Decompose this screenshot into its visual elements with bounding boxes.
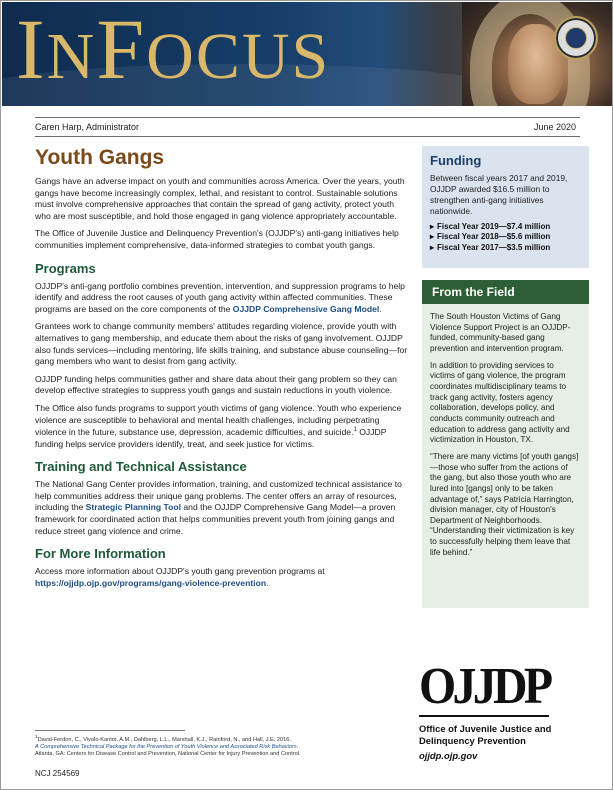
ojjdp-signature: [419, 658, 594, 761]
field-paragraph-3: “There are many victims [of youth gangs]—those who suffer from the actions of the gang, but also those youth who are lured into [gangs] only to be taken advantage of,” says Patricia Harrington, division manager, city of Houston's Department of Neighborhoods. “Understanding their victimization is key to successfully helping them leave that life behind.”: [430, 451, 579, 557]
office-name-line-1: Office of Juvenile Justice and: [419, 723, 552, 734]
field-body: [422, 304, 589, 558]
footnote-line-2: A Comprehensive Technical Package for the Prevention of Youth Violence and Associated Risk Behaviors.: [35, 744, 299, 751]
footnote-line-1: $^1$David-Ferdon, C., Vivolo-Kantor, A.M., Dahlberg, L.L., Marshall, K.J., Rainford, N., and Hall, J.E. 2016.: [35, 734, 291, 743]
funding-item-2017: ▸ Fiscal Year 2017—$3.5 million: [430, 243, 581, 254]
infocus-banner: [2, 2, 612, 106]
funding-text: Between fiscal years 2017 and 2019, OJJDP awarded $16.5 million to strengthen anti-gang initiatives nationwide.: [430, 173, 568, 216]
strategic-planning-tool-link[interactable]: Strategic Planning Tool: [85, 502, 181, 513]
field-paragraph-2: In addition to providing services to victims of gang violence, the program coordinates multidisciplinary teams to track gang activity, fosters agency collaboration, develops policy, and conducts community outreach and education to address gang activity and victimization in Houston, TX.: [430, 360, 570, 445]
gang-violence-prevention-link[interactable]: https://ojjdp.ojp.gov/programs/gang-violence-prevention: [35, 577, 267, 588]
main-column: [35, 146, 410, 595]
ojjdp-website-link[interactable]: ojjdp.ojp.gov: [419, 749, 478, 761]
ncj-number: NCJ 254569: [35, 769, 80, 778]
intro-paragraph-2: The Office of Juvenile Justice and Delinquency Prevention's (OJJDP's) anti-gang initiatives help communities implement comprehensive, data-informed strategies to combat youth gangs.: [35, 228, 399, 250]
more-info-heading: For More Information: [35, 546, 166, 562]
publication-date: June 2020: [533, 122, 576, 132]
comprehensive-gang-model-link[interactable]: OJJDP Comprehensive Gang Model: [232, 303, 380, 314]
header-rule-top: [35, 117, 580, 118]
logo-rule: [419, 715, 549, 717]
funding-box: [422, 146, 589, 268]
field-paragraph-1: The South Houston Victims of Gang Violence Support Project is an OJJDP-funded, community-based gang prevention and intervention program.: [430, 312, 571, 353]
training-heading: Training and Technical Assistance: [35, 459, 247, 475]
programs-paragraph-2: Grantees work to change community members' attitudes regarding violence, provide youth with alternatives to gang membership, and educate them about the risks of gang involvement. OJJDP also funds services—including mentoring, life skills training, and substance abuse counseling—for gang members who want to desist from gang activity.: [35, 321, 408, 367]
doj-seal-icon: [554, 16, 598, 60]
author-line: Caren Harp, Administrator: [35, 122, 140, 132]
funding-heading: Funding: [430, 153, 482, 168]
programs-heading: Programs: [35, 260, 96, 276]
field-heading: From the Field: [422, 280, 589, 304]
programs-paragraph-4: The Office also funds programs to support youth victims of gang violence. Youth who experience violence are susceptible to behavioral and mental health challenges, including perpetrating violence in the future, substance use, depression, academic difficulties, and suicide.$^1$ OJJDP funding helps service providers identify, treat, and seek justice for victims.: [35, 402, 402, 449]
programs-paragraph-3: OJJDP funding helps communities gather and share data about their gang problem so they can develop effective strategies to suppress youth gangs and sustain reductions in youth violence.: [35, 373, 397, 396]
banner-title: INFOCUS: [16, 2, 331, 97]
intro-paragraph-1: Gangs have an adverse impact on youth and communities across America. Over the years, youth gangs have become increasingly complex, lethal, and resistant to control. Sustainable solutions must involve comprehensive approaches that contain the spread of gang activity, protect youth who are most susceptible, and hold those engaged in gang violence appropriately accountable.: [35, 176, 405, 221]
funding-item-2018: ▸ Fiscal Year 2018—$5.6 million: [430, 232, 581, 243]
footnote-ref: 1: [353, 427, 357, 434]
footnote: [35, 730, 410, 759]
training-paragraph: The National Gang Center provides information, training, and customized technical assistance to help communities address their unique gang problems. The center offers an array of resources, including the Strategic Planning Tool and the OJJDP Comprehensive Gang Model—a proven framework for coordinated action that helps communities prevent youth from joining gangs and reduce street gang violence and crime.: [35, 479, 402, 536]
header-rule-bottom: [35, 136, 580, 137]
footnote-line-3: Atlanta, GA: Centers for Disease Control and Prevention, National Center for Injury Prevention and Control.: [35, 751, 301, 758]
ojjdp-logo: OJJDP: [419, 658, 550, 715]
programs-paragraph-1: OJJDP's anti-gang portfolio combines prevention, intervention, and suppression programs to help identify and address the root causes of youth gang activity within affected communities. These programs are based on the core components of the OJJDP Comprehensive Gang Model.: [35, 280, 405, 314]
footnote-rule: [35, 730, 185, 731]
funding-list: [430, 222, 581, 254]
funding-item-2019: ▸ Fiscal Year 2019—$7.4 million: [430, 222, 581, 233]
page-title: Youth Gangs: [35, 146, 165, 169]
more-info-paragraph: Access more information about OJJDP's youth gang prevention programs at https://ojjdp.ojp.gov/programs/gang-violence-prevention.: [35, 566, 325, 588]
office-name-line-2: Delinquency Prevention: [419, 734, 526, 746]
from-the-field-box: [422, 280, 589, 608]
